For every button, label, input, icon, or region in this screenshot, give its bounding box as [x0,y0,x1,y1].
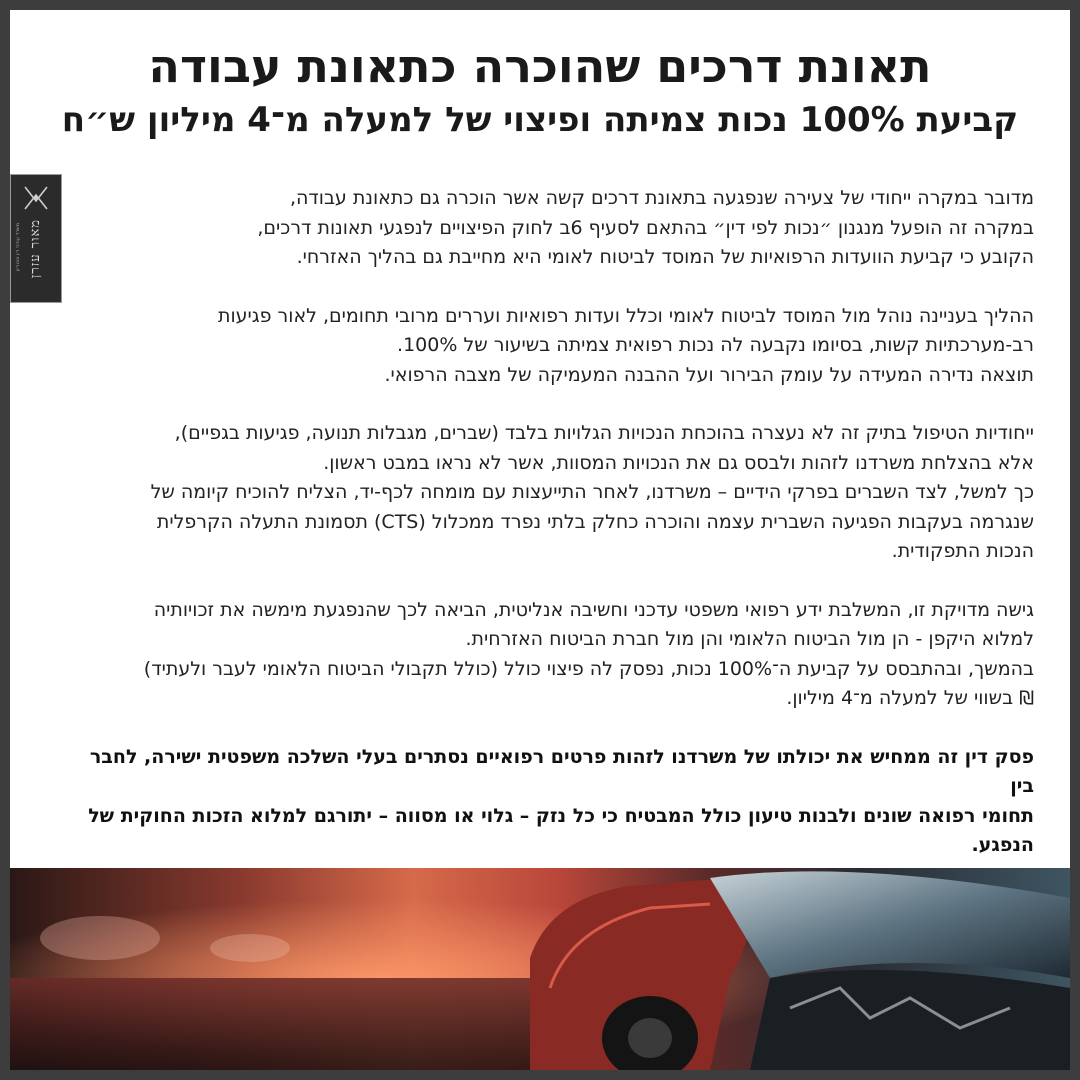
paragraph-intro: מדובר במקרה ייחודי של צעירה שנפגעה בתאונת דרכים קשה אשר הוכרה גם כתאונת עבודה, במקרה זה הופעל מנגנון ״נכות לפי דין״ בהתאם לסעיף 6ב לחוק הפיצויים לנפגעי תאונות דרכים, הקובע כי קביעת הוועדות הרפואיות של המוסד לביטוח לאומי היא מחייבת גם בהליך האזרחי. [257,187,1034,268]
paragraph-proceedings: ההליך בעניינה נוהל מול המוסד לביטוח לאומי וכלל ועדות רפואיות ועררים מרובי תחומים, לאור פגיעות רב-מערכתיות קשות, בסיומו נקבעה לה נכות רפואית צמיתה בשיעור של 100%. תוצאה נדירה המעידה על עומק הבירור ועל ההבנה המעמיקה של מצבה הרפואי. [218,304,1034,386]
firm-logo [10,174,62,303]
logo-name: מאור עזרן [28,219,43,279]
content-panel [10,10,1070,1070]
page-subtitle: קביעת 100% נכות צמיתה ופיצוי של למעלה מ־4 מיליון ש״ח [61,100,1019,140]
car-crash-illustration [10,868,1070,1070]
paragraph-closing: פסק דין זה ממחיש את יכולתו של משרדנו לזהות פרטים רפואיים נסתרים בעלי השלכה משפטית ישירה, לחבר בין תחומי רפואה שונים ולבנות טיעון כולל המבטיח כי כל נזק – גלוי או מסווה – יתורגם למלוא הזכות החוקית של הנפגע. [88,745,1034,856]
logo-tagline: משרד עורכי דין ונוטריון [15,223,21,272]
page-title: תאונת דרכים שהוכרה כתאונת עבודה [148,39,932,93]
logo-mark-icon [21,183,51,213]
car-crash-photo [10,868,1070,1070]
paragraph-uniqueness: ייחודיות הטיפול בתיק זה לא נעצרה בהוכחת הנכויות הגלויות בלבד (שברים, מגבלות תנועה, פגיעות בגפיים), אלא בהצלחת משרדנו לזהות ולבסס גם את הנכויות המסוות, אשר לא נראו במבט ראשון. כך למשל, לצד השברים בפרקי הידיים – משרדנו, לאחר התייעצות עם מומחה לכף-יד, הצליח להוכיח קיומה של שנגרמה בעקבות הפגיעה השברית עצמה והוכרה כחלק בלתי נפרד ממכלול (CTS) תסמונת התעלה הקרפלית הנכות התפקודית. [150,422,1034,562]
article-body [70,184,1034,890]
paragraph-approach: גישה מדויקת זו, המשלבת ידע רפואי משפטי עדכני וחשיבה אנליטית, הביאה לכך שהנפגעת מימשה את זכויותיה למלוא היקפן - הן מול הביטוח הלאומי והן מול חברת הביטוח האזרחית. בהמשך, ובהתבסס על קביעת ה־100% נכות, נפסק לה פיצוי כולל (כולל תקבולי הביטוח הלאומי לעבר ולעתיד) ₪ בשווי של למעלה מ־4 מיליון. [143,598,1034,709]
